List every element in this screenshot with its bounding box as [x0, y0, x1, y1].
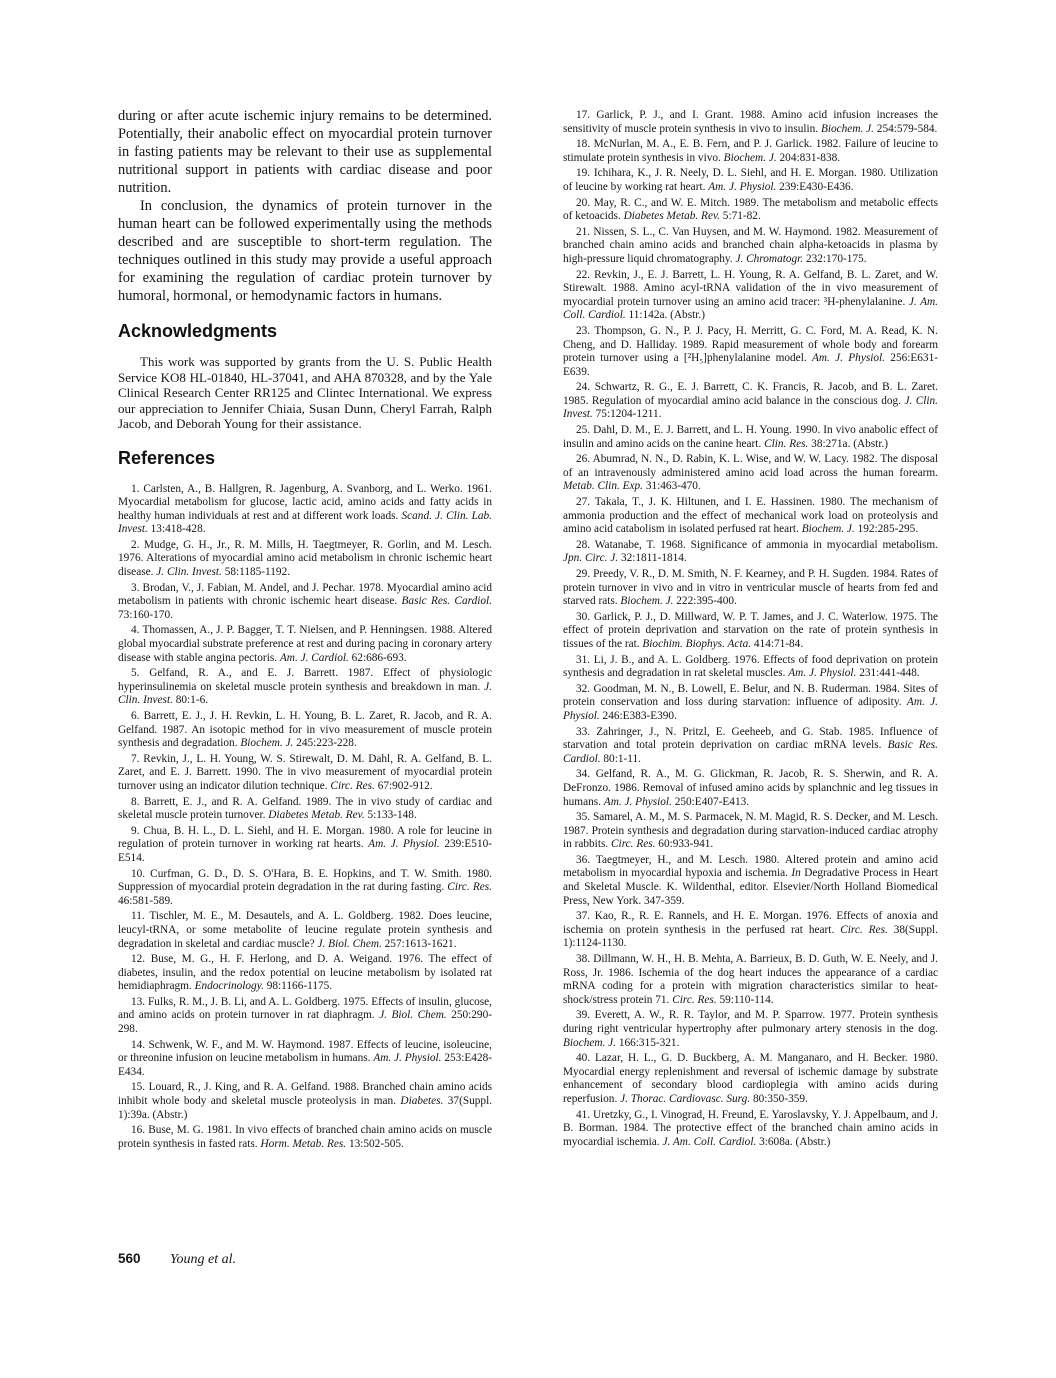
reference-text: Abumrad, N. N., D. Rabin, K. L. Wise, and W. W. Lacy. 1982. The disposal of an intravenously administered amino acid load across the human forearm. — [563, 453, 938, 479]
reference-number: 14. — [131, 1038, 146, 1051]
reference-text: Schwartz, R. G., E. J. Barrett, C. K. Francis, R. Jacob, and B. L. Zaret. 1985. Regulation of myocardial amino acid balance in the conscious dog. — [563, 381, 938, 407]
reference-number: 17. — [576, 109, 591, 121]
reference-item — [563, 453, 938, 494]
reference-text: Curfman, G. D., D. S. O'Hara, B. E. Hopkins, and T. W. Smith. 1980. Suppression of myocardial protein degradation in the rat during fasting. — [118, 867, 492, 894]
reference-number: 9. — [131, 824, 140, 837]
reference-citation: 46:581-589. — [118, 894, 173, 907]
reference-item — [563, 683, 938, 724]
reference-item — [118, 1039, 492, 1080]
reference-citation: 67:902-912. — [377, 779, 433, 792]
reference-text: Zahringer, J., N. Pritzl, E. Geeheeb, and G. Stab. 1985. Influence of starvation and total protein deprivation on cardiac mRNA levels. — [563, 725, 938, 752]
reference-citation: 73:160-170. — [118, 608, 173, 621]
reference-number: 28. — [576, 538, 591, 551]
reference-citation: 204:831-838. — [779, 151, 841, 164]
reference-citation: 38(Suppl. 1):1124-1130. — [563, 923, 938, 950]
reference-citation: 250:E407-E413. — [674, 795, 750, 808]
reference-journal: Biochem. J. — [820, 122, 874, 135]
reference-citation: 5:71-82. — [722, 210, 761, 223]
reference-journal: Circ. Res. — [672, 993, 717, 1006]
reference-text: Tischler, M. E., M. Desautels, and A. L. Goldberg. 1982. Does leucine, leucyl-tRNA, or some metabolite of leucine regulate protein synthesis and degradation in skeletal and cardiac muscle? — [118, 910, 492, 950]
reference-journal: Biochem. J. — [801, 523, 855, 536]
reference-number: 7. — [131, 752, 140, 765]
reference-item — [563, 1009, 938, 1050]
reference-citation: 62:686-693. — [351, 651, 407, 664]
reference-text: Kao, R., R. E. Rannels, and H. E. Morgan. 1976. Effects of anoxia and ischemia on protein synthesis in the perfused rat heart. — [563, 910, 938, 936]
reference-number: 8. — [131, 795, 140, 808]
reference-text: Dillmann, W. H., H. B. Mehta, A. Barrieux, B. D. Guth, W. E. Neely, and J. Ross, Jr. 1986. Ischemia of the dog heart induces the appearance of a cardiac mRNA coding for a protein with migration characteristics similar to heat-shock/stress protein 71. — [563, 953, 939, 1006]
reference-item — [563, 197, 938, 224]
reference-journal: Biochem. J. — [563, 1036, 617, 1049]
reference-journal: J. Chromatogr. — [735, 252, 804, 265]
reference-number: 26. — [576, 453, 591, 466]
reference-citation: 58:1185-1192. — [224, 566, 291, 579]
reference-number: 35. — [576, 811, 591, 824]
reference-number: 13. — [131, 995, 146, 1008]
reference-text: Mudge, G. H., Jr., R. M. Mills, H. Taegtmeyer, R. Gorlin, and M. Lesch. 1976. Alterations of myocardial amino acid metabolism in chronic ischemic heart disease. — [118, 538, 492, 579]
reference-journal: Horm. Metab. Res. — [260, 1137, 347, 1150]
reference-journal: Circ. Res. — [330, 779, 375, 792]
reference-item — [563, 381, 938, 422]
page-number: 560 — [118, 1251, 141, 1266]
references-list-left — [118, 483, 492, 1152]
reference-text: Garlick, P. J., D. Millward, W. P. T. James, and J. C. Waterlow. 1975. The effect of protein deprivation and starvation on the rate of protein synthesis in tissues of the rat. — [563, 610, 939, 650]
reference-citation: 256:E631-E639. — [563, 352, 938, 378]
reference-item — [118, 796, 492, 823]
reference-item — [118, 1081, 492, 1122]
reference-item — [563, 726, 938, 767]
reference-item — [118, 624, 492, 665]
reference-citation: 80:350-359. — [752, 1092, 808, 1105]
reference-journal: Scand. J. Clin. Lab. Invest. — [118, 509, 492, 536]
reference-item — [118, 667, 492, 708]
reference-text: Thomassen, A., J. P. Bagger, T. T. Nielsen, and P. Henningsen. 1988. Altered global myocardial substrate preference at rest and during pacing in coronary artery disease with stable angina pectoris. — [118, 624, 492, 664]
reference-number: 27. — [576, 496, 591, 509]
reference-journal: Biochem. J. — [723, 151, 777, 164]
reference-citation: 13:418-428. — [150, 523, 206, 536]
reference-citation: 11:142a. (Abstr.) — [628, 309, 705, 322]
reference-item — [118, 539, 492, 580]
reference-journal: Am. J. Physiol. — [708, 180, 777, 193]
reference-number: 11. — [131, 910, 145, 923]
reference-journal: Basic Res. Cardiol. — [401, 595, 492, 608]
reference-citation: 37(Suppl. 1):39a. (Abstr.) — [118, 1095, 493, 1121]
reference-citation: 75:1204-1211. — [595, 408, 662, 421]
reference-citation: 38:271a. (Abstr.) — [811, 437, 889, 450]
reference-citation: Degradative Process in Heart and Skeletal Muscle. K. Wildenthal, editor. Elsevier/North Holland Biomedical Press, New York. 347-359. — [563, 867, 938, 907]
reference-text: Ichihara, K., J. R. Neely, D. L. Siehl, and H. E. Morgan. 1980. Utilization of leucine by working rat heart. — [563, 167, 938, 193]
reference-item — [563, 1109, 938, 1150]
reference-citation: 32:1811-1814. — [620, 552, 687, 565]
reference-journal: Am. J. Physiol. — [811, 352, 885, 365]
reference-item — [118, 710, 492, 751]
reference-citation: 3:608a. (Abstr.) — [759, 1135, 831, 1148]
reference-text: Takala, T., J. K. Hiltunen, and I. E. Hassinen. 1980. The mechanism of ammonia production and the effect of mechanical work load on proteolysis and amino acid catabolism in isolated perfused rat heart. — [563, 496, 938, 536]
reference-citation: 5:133-148. — [367, 809, 417, 822]
reference-journal: Diabetes. — [400, 1095, 444, 1108]
reference-number: 4. — [131, 624, 140, 637]
reference-text: Li, J. B., and A. L. Goldberg. 1976. Effects of food deprivation on protein synthesis and degradation in rat skeletal muscles. — [563, 653, 938, 680]
reference-journal: Diabetes Metab. Rev. — [623, 210, 720, 223]
reference-text: Barrett, E. J., and R. A. Gelfand. 1989. The in vivo study of cardiac and skeletal muscle protein turnover. — [118, 795, 492, 822]
reference-item — [563, 109, 938, 136]
reference-text: May, R. C., and W. E. Mitch. 1989. The metabolism and metabolic effects of ketoacids. — [563, 196, 939, 223]
reference-citation: 239:E510-E514. — [118, 838, 493, 864]
page-footer — [118, 1249, 236, 1269]
reference-item — [563, 496, 938, 537]
reference-text: Louard, R., J. King, and R. A. Gelfand. 1988. Branched chain amino acids inhibit whole body and skeletal muscle proteolysis in man. — [118, 1081, 493, 1108]
reference-citation: 98:1166-1175. — [266, 980, 333, 993]
reference-item — [118, 953, 492, 994]
reference-citation: 222:395-400. — [676, 595, 737, 608]
reference-journal: Am. J. Physiol. — [373, 1052, 442, 1065]
reference-journal: J. Clin. Invest. — [118, 680, 493, 707]
reference-citation: 31:463-470. — [645, 480, 701, 493]
reference-citation: 59:110-114. — [719, 993, 774, 1006]
reference-number: 6. — [131, 710, 140, 722]
reference-item — [563, 654, 938, 681]
reference-number: 20. — [576, 196, 591, 209]
reference-number: 39. — [576, 1009, 591, 1022]
reference-number: 40. — [576, 1052, 591, 1065]
reference-text: Fulks, R. M., J. B. Li, and A. L. Goldberg. 1975. Effects of insulin, glucose, and amino acids on protein turnover in rat diaphragm. — [118, 995, 492, 1022]
reference-journal: Circ. Res. — [840, 923, 888, 936]
references-list-right — [563, 109, 938, 1149]
reference-item — [563, 568, 938, 609]
reference-journal: Biochem. J. — [240, 737, 294, 750]
reference-number: 29. — [576, 568, 591, 580]
reference-citation: 166:315-321. — [618, 1036, 680, 1049]
reference-text: Samarel, A. M., M. S. Parmacek, N. M. Magid, R. S. Decker, and M. Lesch. 1987. Protein synthesis and degradation during starvation-induced cardiac atrophy in rabbits. — [563, 811, 938, 851]
reference-citation: 253:E428-E434. — [118, 1052, 493, 1078]
reference-journal: J. Am. Coll. Cardiol. — [563, 295, 938, 322]
reference-item — [563, 768, 938, 809]
reference-journal: J. Biol. Chem. — [317, 937, 382, 950]
reference-journal: Am. J. Physiol. — [603, 795, 672, 808]
reference-number: 22. — [576, 268, 591, 281]
reference-item — [563, 910, 938, 951]
reference-journal: Am. J. Physiol. — [563, 696, 938, 722]
reference-number: 30. — [576, 610, 591, 623]
reference-number: 36. — [576, 853, 591, 866]
right-column — [563, 109, 938, 1151]
reference-text: Revkin, J., L. H. Young, W. S. Stirewalt, D. M. Dahl, R. A. Gelfand, B. L. Zaret, and E. J. Barrett. 1990. The in vivo measurement of myocardial protein turnover using an indicator dilution technique. — [118, 752, 492, 792]
reference-item — [563, 424, 938, 451]
reference-number: 34. — [576, 768, 591, 781]
reference-journal: Biochim. Biophys. Acta. — [642, 637, 752, 650]
reference-item — [563, 167, 938, 194]
reference-citation: 257:1613-1621. — [384, 937, 457, 950]
reference-item — [563, 854, 938, 908]
reference-journal: J. Clin. Invest. — [563, 394, 938, 421]
reference-item — [563, 811, 938, 852]
reference-text: Schwenk, W. F., and M. W. Haymond. 1987. Effects of leucine, isoleucine, or threonine infusion on leucine metabolism in humans. — [118, 1038, 492, 1065]
reference-citation: 414:71-84. — [753, 637, 804, 650]
reference-citation: 250:290-298. — [118, 1009, 492, 1036]
reference-text: Watanabe, T. 1968. Significance of ammonia in myocardial metabolism. — [594, 538, 938, 551]
reference-item — [563, 269, 938, 323]
reference-item — [118, 483, 492, 537]
reference-number: 21. — [576, 225, 591, 238]
left-column — [118, 107, 492, 1153]
reference-item — [563, 325, 938, 379]
reference-journal: Am. J. Cardiol. — [279, 651, 349, 664]
reference-item — [118, 1124, 492, 1151]
reference-text: McNurlan, M. A., E. B. Fern, and P. J. Garlick. 1982. Failure of leucine to stimulate protein synthesis in vivo. — [563, 138, 938, 164]
reference-citation: 13:502-505. — [348, 1137, 404, 1150]
reference-journal: Circ. Res. — [447, 881, 492, 894]
reference-number: 10. — [131, 867, 146, 880]
reference-text: Barrett, E. J., J. H. Revkin, L. H. Young, B. L. Zaret, R. Jacob, and R. A. Gelfand. 1987. An isotopic method for in vivo measurement of muscle protein synthesis and degradation. — [118, 710, 492, 750]
reference-text: Carlsten, A., B. Hallgren, R. Jagenburg, A. Svanborg, and L. Werko. 1961. Myocardial metabolism for glucose, lactic acid, amino acids and fatty acids in healthy human individuals at rest and at different work loads. — [118, 482, 492, 522]
reference-number: 31. — [576, 653, 591, 666]
reference-text: Preedy, V. R., D. M. Smith, N. F. Kearney, and P. H. Sugden. 1984. Rates of protein turnover in vivo and in vitro in ventricular muscle of hearts from fed and starved rats. — [563, 568, 938, 608]
reference-item — [563, 1052, 938, 1106]
reference-journal: Biochem. J. — [620, 595, 674, 608]
reference-text: Buse, M. G., H. F. Herlong, and D. A. Weigand. 1976. The effect of diabetes, insulin, and the redox potential on leucine metabolism by isolated rat hemidiaphragm. — [118, 953, 493, 993]
reference-citation: 80:1-11. — [603, 752, 641, 765]
reference-text: Everett, A. W., R. R. Taylor, and M. P. Sparrow. 1977. Protein synthesis during right ventricular hypertrophy after pulmonary artery stenosis in the dog. — [563, 1009, 938, 1035]
body-paragraph-conclusion: In conclusion, the dynamics of protein turnover in the human heart can be followed experimentally using the methods described and are susceptible to short-term regulation. The techniques outlined in this study may provide a useful approach for examining the regulation of cardiac protein turnover by humoral, hormonal, or hemodynamic factors in humans. — [118, 198, 492, 304]
reference-journal: In — [791, 867, 801, 880]
reference-number: 12. — [131, 953, 146, 966]
acknowledgments-heading: Acknowledgments — [118, 321, 278, 341]
reference-number: 1. — [131, 482, 140, 495]
reference-item — [118, 825, 492, 866]
reference-journal: Metab. Clin. Exp. — [563, 480, 644, 493]
reference-journal: Circ. Res. — [611, 838, 656, 851]
reference-text: Taegtmeyer, H., and M. Lesch. 1980. Altered protein and amino acid metabolism in myocardial hypoxia and ischemia. — [563, 853, 938, 880]
reference-citation: 80:1-6. — [175, 694, 209, 707]
reference-item — [118, 582, 492, 623]
reference-item — [563, 953, 938, 1007]
reference-number: 37. — [576, 910, 591, 923]
reference-citation: 232:170-175. — [805, 252, 867, 265]
reference-item — [563, 138, 938, 165]
reference-text: Uretzky, G., I. Vinograd, H. Freund, E. Yaroslavsky, Y. J. Appelbaum, and J. B. Borman. 1984. The protective effect of the branched chain amino acids in myocardial ischemia. — [563, 1108, 938, 1148]
reference-number: 16. — [131, 1124, 146, 1137]
reference-text: Gelfand, R. A., M. G. Glickman, R. Jacob, R. S. Sherwin, and R. A. DeFronzo. 1986. Removal of infused amino acids by splanchnic and leg tissues in humans. — [563, 768, 938, 808]
reference-text: Thompson, G. N., P. J. Pacy, H. Merritt, G. C. Ford, M. A. Read, K. N. Cheng, and D. Halliday. 1989. Rapid measurement of whole body and forearm protein turnover using a [²H₅]phenylalanine model. — [563, 324, 938, 365]
reference-number: 32. — [576, 682, 591, 695]
reference-journal: Jpn. Circ. J. — [563, 552, 619, 565]
reference-number: 23. — [576, 324, 591, 337]
reference-number: 15. — [131, 1081, 146, 1094]
reference-number: 38. — [576, 953, 591, 966]
reference-citation: 246:E383-E390. — [602, 709, 677, 722]
reference-citation: 245:223-228. — [296, 737, 357, 750]
reference-journal: J. Clin. Invest. — [156, 566, 222, 579]
reference-citation: 239:E430-E436. — [779, 180, 854, 193]
reference-journal: Diabetes Metab. Rev. — [268, 809, 365, 822]
reference-journal: J. Am. Coll. Cardiol. — [662, 1135, 757, 1148]
reference-citation: 60:933-941. — [658, 838, 714, 851]
reference-text: Goodman, M. N., B. Lowell, E. Belur, and N. B. Ruderman. 1984. Sites of protein conservation and loss during starvation: influence of adiposity. — [563, 682, 938, 709]
reference-item — [563, 226, 938, 267]
reference-item — [118, 996, 492, 1037]
reference-number: 18. — [576, 138, 591, 151]
reference-number: 25. — [576, 424, 591, 437]
reference-text: Dahl, D. M., E. J. Barrett, and L. H. Young. 1990. In vivo anabolic effect of insulin and amino acids on the canine heart. — [563, 424, 938, 450]
reference-journal: J. Thorac. Cardiovasc. Surg. — [620, 1092, 751, 1105]
reference-text: Buse, M. G. 1981. In vivo effects of branched chain amino acids on muscle protein synthesis in fasted rats. — [118, 1124, 493, 1150]
reference-item — [118, 868, 492, 909]
reference-text: Revkin, J., E. J. Barrett, L. H. Young, R. A. Gelfand, B. L. Zaret, and W. Stirewalt. 1988. Amino acyl-tRNA validation of the in vivo measurement of myocardial protein turnover using an amino acid tracer: ³H-phenylalanine. — [563, 268, 939, 308]
reference-text: Lazar, H. L., G. D. Buckberg, A. M. Manganaro, and H. Becker. 1980. Myocardial energy replenishment and reversal of ischemic damage by substrate enhancement of secondary blood cardioplegia with amino acids during reperfusion. — [563, 1052, 938, 1105]
reference-number: 24. — [576, 381, 591, 394]
reference-number: 33. — [576, 725, 591, 738]
reference-text: Gelfand, R. A., and E. J. Barrett. 1987. Effect of physiologic hyperinsulinemia on skeletal muscle protein synthesis and breakdown in man. — [118, 667, 492, 693]
reference-citation: 192:285-295. — [857, 523, 919, 536]
running-head: Young et al. — [170, 1252, 236, 1267]
reference-item — [563, 611, 938, 652]
reference-journal: Am. J. Physiol. — [368, 838, 440, 851]
reference-text: Chua, B. H. L., D. L. Siehl, and H. E. Morgan. 1980. A role for leucine in regulation of protein turnover in working rat hearts. — [118, 824, 492, 851]
reference-number: 3. — [131, 581, 140, 594]
reference-text: Brodan, V., J. Fabian, M. Andel, and J. Pechar. 1978. Myocardial amino acid metabolism in patients with chronic ischemic heart disease. — [118, 581, 492, 608]
reference-journal: Clin. Res. — [764, 437, 809, 450]
reference-item — [118, 753, 492, 794]
references-heading: References — [118, 447, 216, 468]
reference-number: 5. — [131, 667, 140, 680]
reference-item — [118, 910, 492, 951]
reference-citation: 254:579-584. — [876, 122, 938, 135]
reference-citation: 231:441-448. — [859, 667, 920, 680]
reference-number: 41. — [576, 1108, 591, 1121]
reference-journal: Basic Res. Cardiol. — [563, 739, 939, 765]
reference-journal: Am. J. Physiol. — [788, 667, 857, 680]
acknowledgments-text: This work was supported by grants from the U. S. Public Health Service KO8 HL-01840, HL-37041, and AHA 870328, and by the Yale Clinical Research Center RR125 and Clintec International. We express our appreciation to Jennifer Chiaia, Susan Dunn, Cheryl Farrah, Ralph Jacob, and Deborah Young for their assistance. — [118, 354, 492, 431]
reference-text: Garlick, P. J., and I. Grant. 1988. Amino acid infusion increases the sensitivity of muscle protein synthesis in vivo to insulin. — [563, 109, 938, 135]
reference-number: 19. — [576, 167, 591, 180]
reference-text: Nissen, S. L., C. Van Huysen, and M. W. Haymond. 1982. Measurement of branched chain amino acids and branched chain alpha-ketoacids in plasma by high-pressure liquid chromatography. — [563, 225, 938, 265]
reference-journal: Endocrinology. — [194, 980, 264, 993]
reference-number: 2. — [131, 538, 140, 551]
body-paragraph-continued: during or after acute ischemic injury remains to be determined. Potentially, their anabolic effect on myocardial protein turnover in fasting patients may be relevant to their use as supplemental nutritional support in patients with cardiac disease and poor nutrition. — [118, 108, 492, 196]
reference-journal: J. Biol. Chem. — [379, 1009, 447, 1022]
reference-item — [563, 539, 938, 566]
